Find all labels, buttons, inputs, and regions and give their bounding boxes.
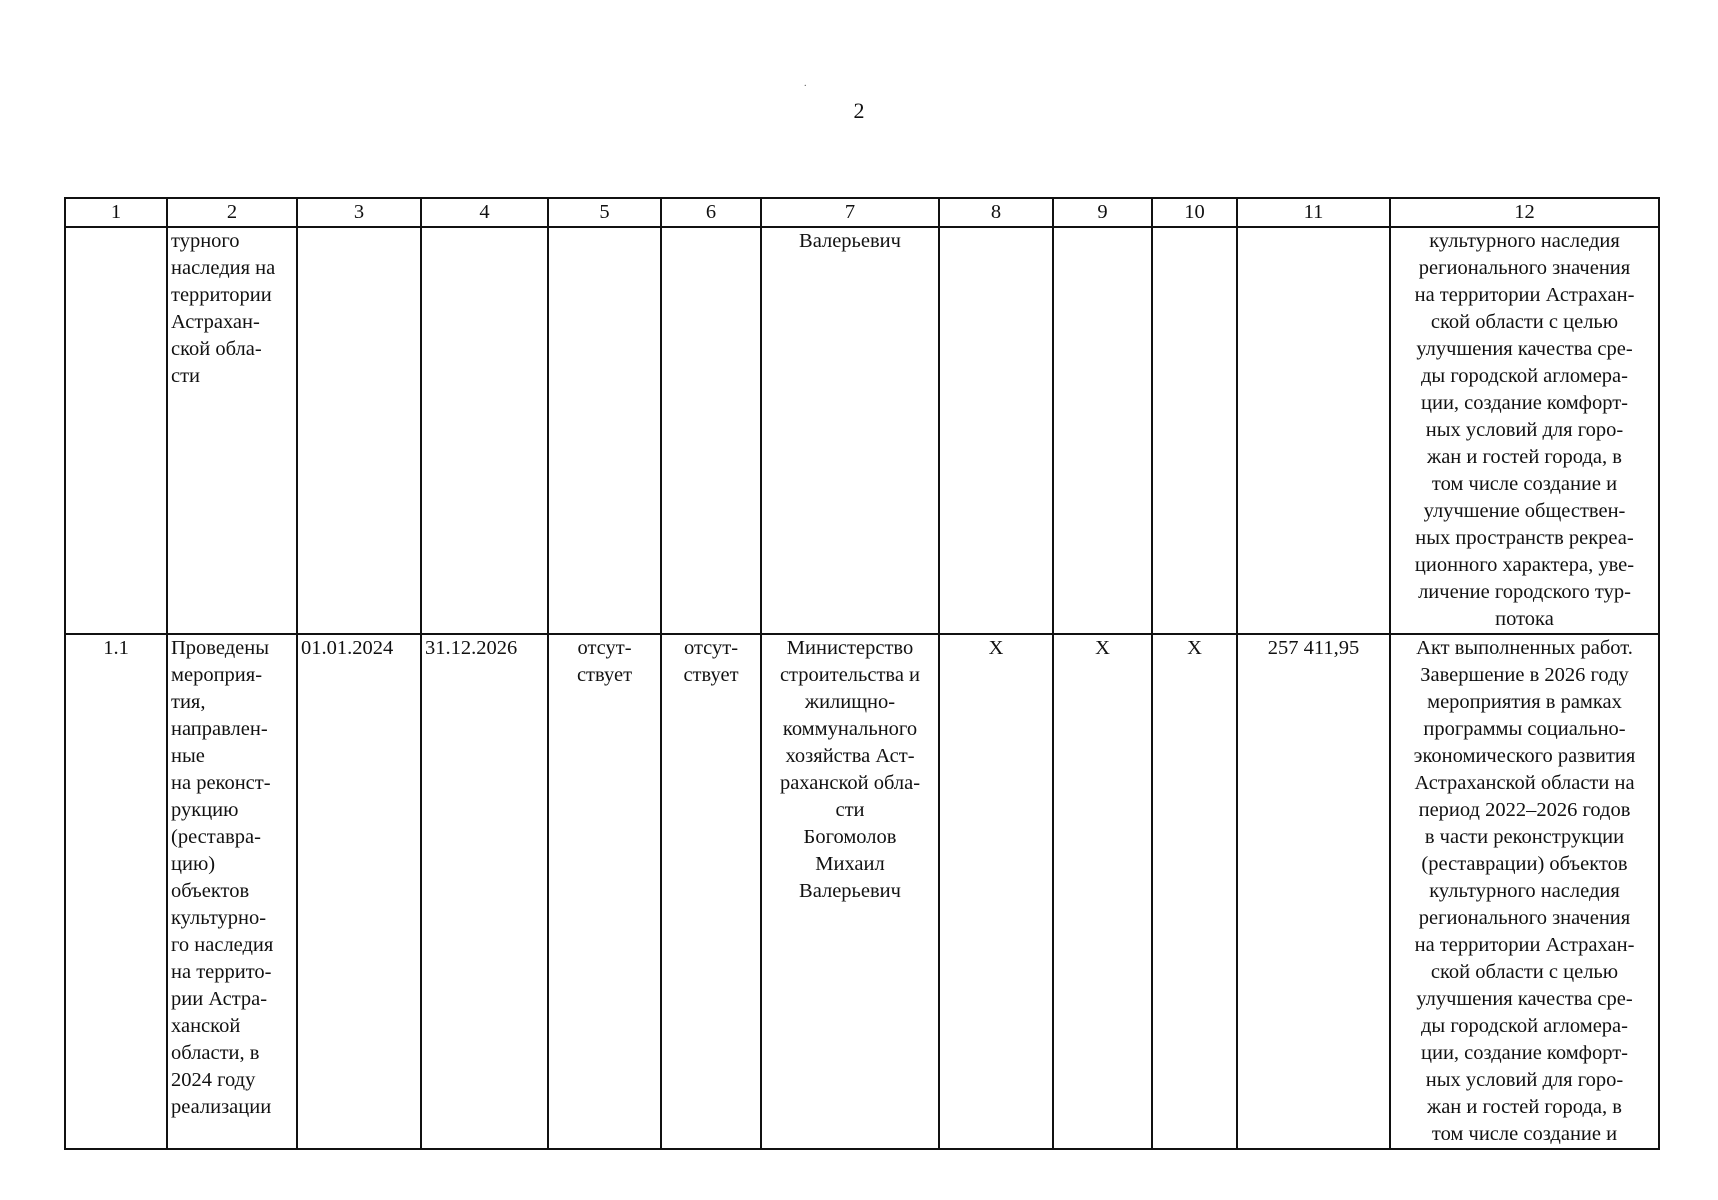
cell-number: 1.1 — [65, 634, 167, 1149]
plan-table — [64, 197, 1660, 1150]
column-number: 3 — [297, 198, 421, 227]
cell-col5 — [548, 227, 661, 634]
cell-start-date: 01.01.2024 — [297, 634, 421, 1149]
table-row-continuation — [65, 227, 1659, 634]
cell-col8: X — [939, 634, 1053, 1149]
column-number: 1 — [65, 198, 167, 227]
cell-end-date — [421, 227, 548, 634]
cell-event-name: Проведены мероприя- тия, направлен- ные на реконст- рукцию (реставра- цию) объектов культурно- го наследия на террито- рии Астра- ханской области, в 2024 году реализации — [167, 634, 297, 1149]
column-number: 6 — [661, 198, 761, 227]
cell-event-name: турного наследия на территории Астрахан- ской обла- сти — [167, 227, 297, 634]
cell-col5: отсут- ствует — [548, 634, 661, 1149]
column-number: 4 — [421, 198, 548, 227]
column-number: 5 — [548, 198, 661, 227]
cell-result: культурного наследия регионального значения на территории Астрахан- ской области с целью улучшения качества сре- ды городской агломера- ции, создание комфорт- ных условий для горо- жан и гостей города, в том числе создание и улучшение обществен- ных пространств рекреа- ционного характера, уве- личение городского тур- потока — [1390, 227, 1659, 634]
column-number: 7 — [761, 198, 939, 227]
table-row-1-1 — [65, 634, 1659, 1149]
cell-responsible: Валерьевич — [761, 227, 939, 634]
cell-col6: отсут- ствует — [661, 634, 761, 1149]
cell-amount — [1237, 227, 1390, 634]
cell-number — [65, 227, 167, 634]
cell-col10: X — [1152, 634, 1237, 1149]
column-number: 10 — [1152, 198, 1237, 227]
cell-result: Акт выполненных работ. Завершение в 2026 году мероприятия в рамках программы социально- экономического развития Астраханской области на период 2022–2026 годов в части реконструкции (реставрации) объектов культурного наследия регионального значения на территории Астрахан- ской области с целью улучшения качества сре- ды городской агломера- ции, создание комфорт- ных условий для горо- жан и гостей города, в том числе создание и — [1390, 634, 1659, 1149]
scan-speck: . — [804, 78, 807, 89]
cell-end-date: 31.12.2026 — [421, 634, 548, 1149]
cell-col9: X — [1053, 634, 1152, 1149]
cell-responsible: Министерство строительства и жилищно- коммунального хозяйства Аст- раханской обла- сти Богомолов Михаил Валерьевич — [761, 634, 939, 1149]
column-number: 11 — [1237, 198, 1390, 227]
cell-col10 — [1152, 227, 1237, 634]
cell-col9 — [1053, 227, 1152, 634]
column-number: 12 — [1390, 198, 1659, 227]
cell-col6 — [661, 227, 761, 634]
column-number: 8 — [939, 198, 1053, 227]
column-number: 9 — [1053, 198, 1152, 227]
cell-col8 — [939, 227, 1053, 634]
column-number-row — [65, 198, 1659, 227]
page-number: 2 — [853, 98, 865, 123]
cell-amount: 257 411,95 — [1237, 634, 1390, 1149]
cell-start-date — [297, 227, 421, 634]
column-number: 2 — [167, 198, 297, 227]
